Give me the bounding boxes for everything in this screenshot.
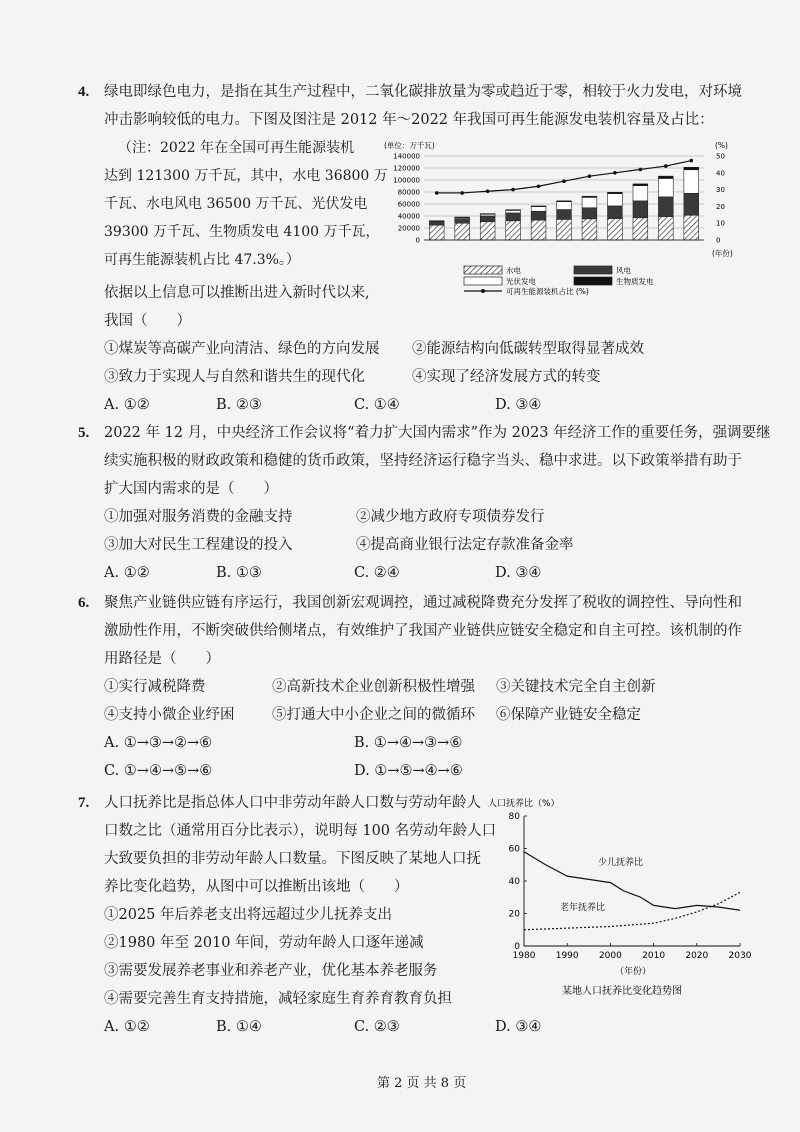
legend-swatch-biomass [574,277,612,285]
chart1-bar-2 [506,210,521,213]
chart1-bar-3 [480,214,495,215]
question-4-number: 4. [78,84,90,100]
q4-note-line: 可再生能源装机占比 47.3%。） [104,252,300,268]
chart1-bar-3 [455,217,470,218]
chart1-ytick-label: 140000 [393,152,420,161]
q5-option: ④提高商业银行法定存款准备金率 [356,537,574,553]
chart1-bar-3 [684,167,699,169]
q7-option: ③需要发展养老事业和养老产业，优化基本养老服务 [104,963,438,979]
chart2-xtick-label: 2020 [685,951,709,961]
q6-option: ③关键技术完全自主创新 [496,679,656,695]
q6-option: ⑥保障产业链安全稳定 [496,707,641,723]
chart2-xtick-label: 1990 [555,951,579,961]
chart1-ytick-label: 40000 [397,212,420,221]
chart2-series-line-1 [524,892,740,929]
chart1-bar-2 [582,197,597,207]
chart2-title: 某地人口抚养比变化趋势图 [562,986,682,997]
q6-choice-c[interactable]: C. ①→④→⑤→⑥ [104,763,213,779]
q6-option: ②高新技术企业创新积极性增强 [272,679,475,695]
renewable-capacity-chart [378,138,750,296]
q7-choice-c[interactable]: C. ②③ [354,1019,400,1035]
chart1-share-point [537,184,541,188]
chart1-y2tick-label: 30 [716,186,725,195]
chart1-y2tick-label: 40 [716,169,725,178]
chart1-bar-0 [429,225,444,240]
q4-note-line: 达到 121300 万千瓦，其中，水电 36800 万 [104,168,388,184]
legend-swatch-share-dot [481,289,485,293]
question-6-number: 6. [78,595,90,611]
q4-choice-b[interactable]: B. ②③ [216,397,262,413]
q4-note-line: （注：2022 年在全国可再生能源装机 [118,140,355,156]
page-footer: 第 2 页 共 8 页 [377,1076,467,1091]
q5-option: ①加强对服务消费的金融支持 [104,509,293,525]
chart1-bar-2 [633,186,648,201]
chart1-share-point [689,159,693,163]
chart1-xlabel: (年份) [712,249,733,258]
q4-stem-line3: 依据以上信息可以推断出进入新时代以来, [104,285,370,301]
chart1-y2tick-label: 10 [716,219,725,228]
chart2-ytick-label: 60 [508,844,520,855]
q6-choice-d[interactable]: D. ①→⑤→④→⑥ [354,763,463,779]
chart1-share-line [437,161,692,193]
chart1-share-point [639,168,643,172]
chart1-bar-0 [658,217,673,240]
q5-stem-line2: 续实施积极的财政政策和稳健的货币政策，坚持经济运行稳字当头、稳中求进。以下政策举措有助于 [104,453,742,469]
chart1-ytick-label: 120000 [393,164,420,173]
chart1-ytick-label: 0 [415,236,420,245]
chart2-xtick-label: 2000 [598,951,622,961]
chart1-share-point [511,188,515,192]
chart2-ytick-label: 0 [514,942,520,952]
chart1-bar-1 [480,216,495,222]
q5-option: ③加大对民生工程建设的投入 [104,537,293,553]
q4-choice-d[interactable]: D. ③④ [495,397,542,413]
chart1-share-point [664,164,668,168]
chart1-bar-1 [557,210,572,220]
q4-choice-a[interactable]: A. ①② [104,397,150,413]
legend-label-share: 可再生能源装机占比 (%) [506,287,589,296]
chart1-bar-3 [658,176,673,178]
chart1-ytick-label: 20000 [397,224,420,233]
q6-stem-line2: 激励性作用，不断突破供给侧堵点，有效维护了我国产业链供应链安全稳定和自主可控。该机制的作 [104,623,742,639]
chart1-bar-3 [531,206,546,207]
q4-note-line: 39300 万千瓦、生物质发电 4100 万千瓦， [104,224,380,240]
chart1-bar-1 [684,193,699,215]
chart1-bar-0 [480,222,495,240]
legend-label-biomass: 生物质发电 [616,277,654,286]
q6-choice-a[interactable]: A. ①→③→②→⑥ [104,735,213,751]
q7-choice-b[interactable]: B. ①④ [216,1019,262,1035]
chart1-bar-0 [531,220,546,240]
chart1-bar-1 [608,206,623,219]
q5-stem-line1: 2022 年 12 月，中央经济工作会议将“着力扩大国内需求”作为 2023 年经济工作的重要任务，强调要继 [104,425,771,441]
chart1-share-point [460,191,464,195]
chart1-bar-0 [608,219,623,240]
annotation-elderly-ratio: 老年抚养比 [560,903,606,913]
dependency-ratio-chart [484,796,756,1004]
chart1-share-point [486,189,490,193]
chart1-bar-1 [506,213,521,221]
q6-stem-line3: 用路径是（ ） [104,651,220,667]
chart1-bar-1 [658,197,673,217]
q5-choice-b[interactable]: B. ①③ [216,565,262,581]
chart1-ytick-label: 100000 [393,176,420,185]
q5-stem-line3: 扩大国内需求的是（ ） [104,481,278,497]
chart1-y2tick-label: 20 [716,202,725,211]
q7-option: ①2025 年后养老支出将远超过少儿抚养支出 [104,907,393,923]
q6-option: ①实行减税降费 [104,679,206,695]
chart1-bar-2 [608,194,623,206]
chart2-ytick-label: 80 [508,812,520,822]
chart2-ytick-label: 20 [508,909,520,920]
legend-swatch-hydro [464,266,502,274]
q6-stem-line1: 聚焦产业链供应链有序运行，我国创新宏观调控，通过减税降费充分发挥了税收的调控性、导向性和 [104,595,742,611]
q4-option: ③致力于实现人与自然和谐共生的现代化 [104,369,365,385]
chart1-bar-3 [557,201,572,202]
q7-stem-line: 养比变化趋势，从图中可以推断出该地（ ） [104,879,409,895]
chart1-bar-1 [633,201,648,218]
q4-note-line: 千瓦、水电风电 36500 万千瓦、光伏发电 [104,196,368,212]
chart1-bar-2 [684,170,699,194]
chart1-bar-1 [531,211,546,220]
q5-choice-c[interactable]: C. ②④ [354,565,400,581]
chart1-ytick-label: 60000 [397,200,420,209]
q6-option: ⑤打通大中小企业之间的微循环 [272,707,475,723]
chart2-xtick-label: 2030 [728,951,752,961]
chart1-bar-1 [455,219,470,224]
annotation-child-ratio: 少儿抚养比 [598,858,644,868]
q7-option: ④需要完善生育支持措施，减轻家庭生育养育教育负担 [104,991,452,1007]
chart1-bar-3 [506,210,521,211]
chart1-bar-0 [506,221,521,240]
chart1-bar-1 [582,208,597,219]
q4-option: ②能源结构向低碳转型取得显著成效 [412,341,644,357]
chart1-y2label: (%) [715,141,728,150]
q4-option: ④实现了经济发展方式的转变 [412,369,601,385]
chart1-bar-0 [582,219,597,240]
chart1-bar-3 [608,192,623,193]
q6-choice-b[interactable]: B. ①→④→③→⑥ [354,735,463,751]
q7-stem-line: 大致要负担的非劳动年龄人口数量。下图反映了某地人口抚 [104,851,481,867]
chart1-bar-1 [429,221,444,225]
chart1-bar-3 [633,184,648,186]
q7-stem-line: 口数之比（通常用百分比表示），说明每 100 名劳动年龄人口 [104,823,497,839]
chart1-share-point [613,171,617,175]
chart1-bar-0 [455,223,470,240]
chart2-ytick-label: 40 [508,877,520,887]
q7-choice-a[interactable]: A. ①② [104,1019,150,1035]
chart1-bar-0 [557,219,572,240]
q4-stem-line4: 我国（ ） [104,313,191,329]
q7-option: ②1980 年至 2010 年间，劳动年龄人口逐年递减 [104,935,424,951]
q6-option: ④支持小微企业纾困 [104,707,235,723]
chart1-bar-2 [557,202,572,210]
chart1-bar-2 [531,207,546,212]
question-7-number: 7. [78,795,90,811]
chart2-ylabel: 人口抚养比（%） [488,799,560,809]
chart1-ytick-label: 80000 [397,188,420,197]
legend-swatch-wind [574,266,612,274]
chart2-xtick-label: 2010 [642,951,666,961]
chart1-share-point [435,191,439,195]
legend-swatch-solar [464,277,502,285]
chart1-y2tick-label: 50 [716,152,725,161]
question-5-number: 5. [78,425,90,441]
q4-choice-c[interactable]: C. ①④ [354,397,400,413]
legend-label-wind: 风电 [616,266,631,275]
q5-choice-a[interactable]: A. ①② [104,565,150,581]
q4-option: ①煤炭等高碳产业向清洁、绿色的方向发展 [104,341,380,357]
chart1-bar-2 [658,178,673,196]
chart1-bar-0 [684,215,699,240]
q7-stem-line: 人口抚养比是指总体人口中非劳动年龄人口数与劳动年龄人 [104,795,481,811]
chart1-y2tick-label: 0 [716,236,721,245]
chart2-xlabel: （年份） [615,967,652,977]
chart1-bar-3 [582,196,597,197]
chart1-ylabel: (单位：万千瓦) [384,141,435,150]
q4-stem-line1: 绿电即绿色电力，是指在其生产过程中，二氧化碳排放量为零或趋近于零，相较于火力发电，对环境 [104,84,742,100]
q5-option: ②减少地方政府专项债券发行 [356,509,545,525]
chart1-bar-0 [633,218,648,240]
legend-label-hydro: 水电 [506,266,521,275]
chart1-share-point [562,179,566,183]
q4-stem-line2: 冲击影响较低的电力。下图及图注是 2012 年～2022 年我国可再生能源发电装机容量及占比： [104,112,714,128]
legend-label-solar: 光伏发电 [506,277,536,286]
chart1-share-point [588,174,592,178]
chart1-legend [464,265,654,296]
chart2-xtick-label: 1980 [512,951,536,961]
q5-choice-d[interactable]: D. ③④ [495,565,542,581]
q7-choice-d[interactable]: D. ③④ [495,1019,542,1035]
